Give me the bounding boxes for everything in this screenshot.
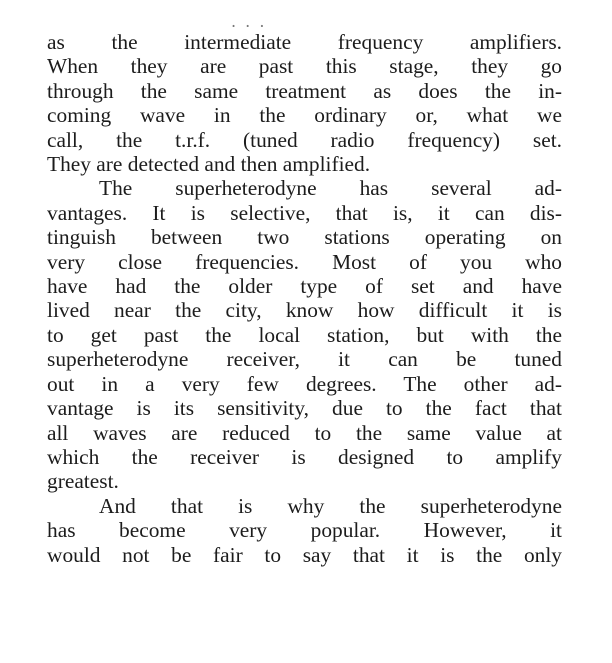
text-line: through the same treatment as does the in- — [47, 78, 562, 103]
text-line: tinguish between two stations operating on — [47, 225, 562, 250]
paragraph-3 — [47, 494, 562, 567]
text-line: would not be fair to say that it is the only — [47, 542, 562, 567]
text-line: has become very popular. However, it — [47, 518, 562, 543]
text-line: very close frequencies. Most of you who — [47, 249, 562, 274]
paragraph-1 — [47, 30, 562, 176]
text-line: as the intermediate frequency amplifiers. — [47, 30, 562, 54]
text-line: And that is why the superheterodyne — [99, 493, 562, 518]
text-line: to get past the local station, but with the — [47, 322, 562, 347]
text-line: vantages. It is selective, that is, it can dis- — [47, 200, 562, 225]
text-line: which the receiver is designed to amplify — [47, 444, 562, 469]
text-line: The superheterodyne has several ad- — [99, 176, 562, 201]
text-line: lived near the city, know how difficult it is — [47, 298, 562, 323]
text-line: call, the t.r.f. (tuned radio frequency) set. — [47, 127, 562, 152]
header-dots: . . . — [231, 12, 267, 31]
text-line: coming wave in the ordinary or, what we — [47, 103, 562, 128]
text-line: all waves are reduced to the same value at — [47, 420, 562, 445]
text-line: They are detected and then amplified. — [47, 152, 371, 177]
text-line: vantage is its sensitivity, due to the fact that — [47, 396, 562, 421]
body-text — [47, 30, 562, 567]
text-line: When they are past this stage, they go — [47, 54, 562, 79]
paragraph-2 — [47, 176, 562, 493]
text-line: superheterodyne receiver, it can be tuned — [47, 347, 562, 372]
text-line: out in a very few degrees. The other ad- — [47, 371, 562, 396]
text-line: greatest. — [47, 469, 119, 494]
text-line: have had the older type of set and have — [47, 274, 562, 299]
